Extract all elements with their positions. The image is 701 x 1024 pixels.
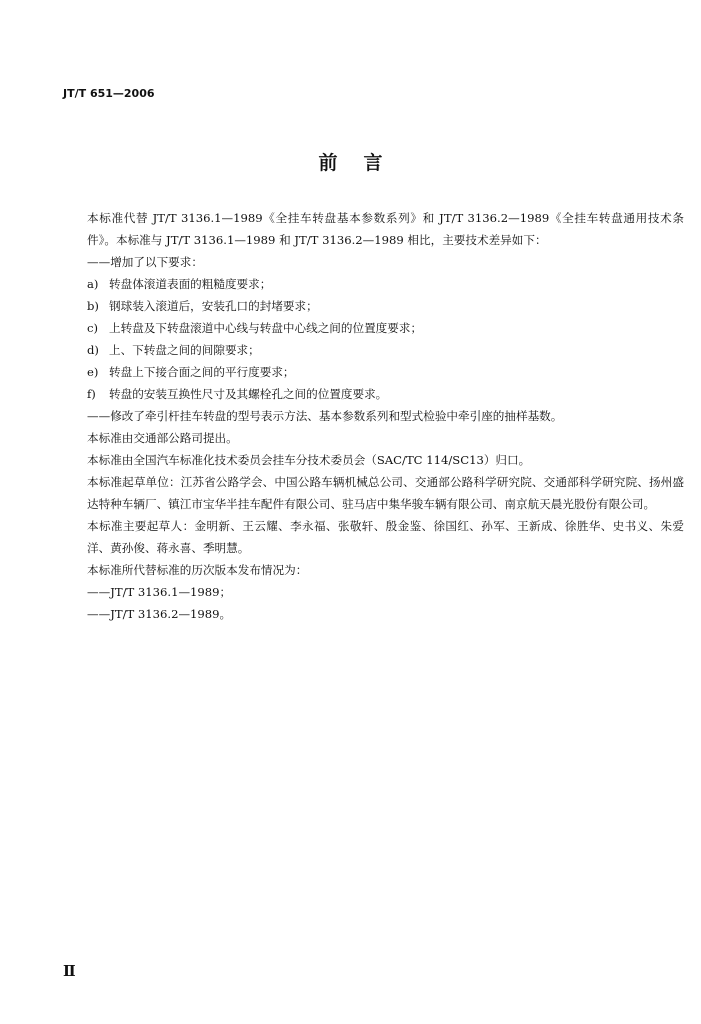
history-item: ——JT/T 3136.1—1989； [87,585,232,599]
list-text: 上转盘及下转盘滚道中心线与转盘中心线之间的位置度要求； [109,321,423,335]
list-item [62,295,684,317]
list-item [62,317,684,339]
list-marker: c) [87,321,99,335]
history-item: ——JT/T 3136.2—1989。 [87,607,232,621]
list-item [62,383,684,405]
list-text: 钢球装入滚道后，安装孔口的封堵要求； [109,299,318,313]
added-requirements-intro: ——增加了以下要求： [87,255,203,269]
foreword-body [62,207,684,625]
list-marker: e) [87,365,99,379]
managed-by-paragraph: 本标准由全国汽车标准化技术委员会挂车分技术委员会（SAC/TC 114/SC13）归口。 [87,453,531,467]
list-item [62,339,684,361]
page-title: 前言 [318,152,409,174]
list-text: 转盘体滚道表面的粗糙度要求； [109,277,272,291]
list-text: 转盘的安装互换性尺寸及其螺栓孔之间的位置度要求。 [109,387,388,401]
modified-paragraph: ——修改了牵引杆挂车转盘的型号表示方法、基本参数系列和型式检验中牵引座的抽样基数。 [87,409,563,423]
list-marker: f) [87,387,96,401]
list-marker: a) [87,277,99,291]
standard-code: JT/T 651—2006 [63,87,155,100]
drafters-paragraph: 本标准主要起草人：金明新、王云耀、李永福、张敬轩、殷金鉴、徐国红、孙军、王新成、徐胜华、史书义、朱爱洋、黄孙俊、蒋永喜、季明慧。 [87,519,684,555]
proposed-by-paragraph: 本标准由交通部公路司提出。 [87,431,238,445]
page-number: Ⅱ [63,962,76,980]
list-text: 上、下转盘之间的间隙要求； [109,343,260,357]
list-item [62,273,684,295]
list-marker: d) [87,343,99,357]
replacement-paragraph: 本标准代替 JT/T 3136.1—1989《全挂车转盘基本参数系列》和 JT/T 3136.2—1989《全挂车转盘通用技术条件》。本标准与 JT/T 3136.1—1989 和 JT/T 3136.2—1989 相比，主要技术差异如下： [87,211,684,247]
list-item [62,361,684,383]
history-intro-paragraph: 本标准所代替标准的历次版本发布情况为： [87,563,308,577]
list-marker: b) [87,299,99,313]
drafting-units-paragraph: 本标准起草单位：江苏省公路学会、中国公路车辆机械总公司、交通部公路科学研究院、交通部科学研究院、扬州盛达特种车辆厂、镇江市宝华半挂车配件有限公司、驻马店中集华骏车辆有限公司、南京航天晨光股份有限公司。 [87,475,684,511]
list-text: 转盘上下接合面之间的平行度要求； [109,365,295,379]
